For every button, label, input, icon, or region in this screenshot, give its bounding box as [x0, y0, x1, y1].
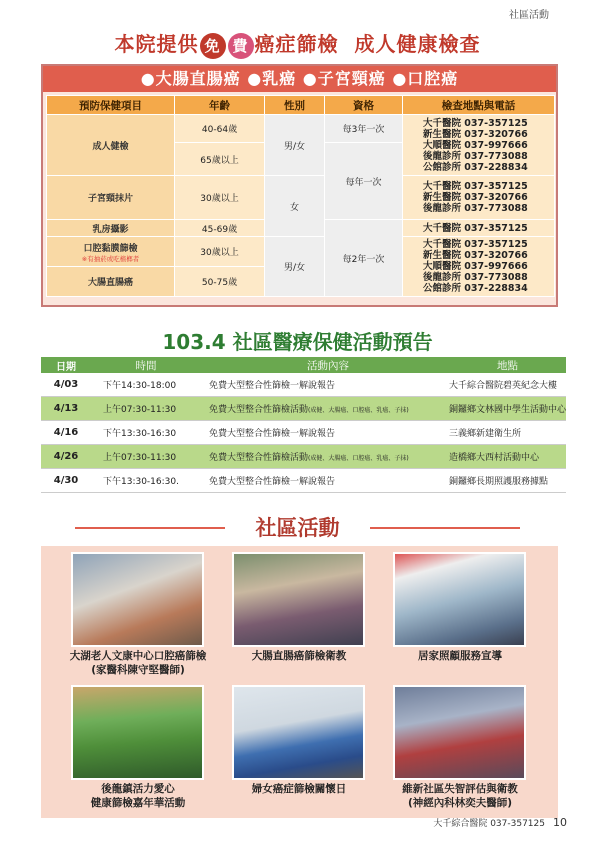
screening-banner: ●大腸直腸癌 ●乳癌 ●子宮頸癌 ●口腔癌 [43, 66, 556, 92]
sched-content: 免費大型整合性篩檢活動(成健、大腸癌、口腔癌、乳癌、子抹) [209, 453, 409, 463]
sched-date: 4/16 [53, 427, 79, 438]
caption-home-care: 居家照顧服務宣導 [418, 650, 502, 662]
item-adult: 成人健檢 [47, 115, 175, 176]
free-badge-1: 免 [200, 33, 226, 59]
footer-hospital: 大千綜合醫院 037-357125 [433, 819, 545, 829]
schedule-header [41, 357, 566, 373]
table-row [41, 373, 566, 397]
schedule-title: 103.4 社區醫療保健活動預告 [162, 330, 433, 354]
caption-colon-education: 大腸直腸癌篩檢衛教 [251, 650, 347, 662]
sched-place: 大千綜合醫院碧英紀念大樓 [449, 381, 558, 391]
oral-note: ※有抽菸或吃檳榔者 [81, 254, 140, 263]
sched-time: 下午14:30-18:00 [103, 381, 177, 391]
sched-header-date: 日期 [56, 361, 76, 373]
location-cell: 大千醫院 037-357125 新生醫院 037-320766 大順醫院 037-997666 後龍診所 037-773088 公館診所 037-228834 [403, 237, 555, 297]
sched-time: 下午13:30-16:30 [103, 429, 177, 439]
sex-cell: 女 [265, 176, 325, 237]
col-header-age: 年齡 [175, 96, 265, 115]
age-cell: 65歲以上 [175, 143, 265, 176]
sched-content: 免費大型整合性篩檢一解說報告 [209, 477, 336, 487]
age-cell: 30歲以上 [175, 176, 265, 220]
age-cell: 40-64歲 [175, 115, 265, 143]
photo-home-care [393, 552, 526, 647]
sched-header-content: 活動內容 [307, 359, 349, 372]
caption-houlong-carnival: 後龍鎮活力愛心 健康篩檢嘉年華活動 [90, 783, 186, 809]
caption-women-screening: 婦女癌症篩檢關懷日 [251, 783, 347, 795]
age-cell: 30歲以上 [175, 237, 265, 267]
photo-colon-education [232, 552, 365, 647]
free-badge-2: 費 [228, 33, 254, 59]
screening-panel [41, 64, 558, 307]
section-label: 社區活動 [509, 10, 549, 21]
sched-place: 銅鑼鄉長期照護服務據點 [449, 477, 549, 487]
page-title: 本院提供 免 費 癌症篩檢 成人健康檢查 [0, 28, 595, 59]
screening-table [46, 95, 555, 297]
col-header-location: 檢查地點與電話 [403, 96, 555, 115]
location-cell: 大千醫院 037-357125 新生醫院 037-320766 大順醫院 037-997666 後龍診所 037-773088 公館診所 037-228834 [403, 115, 555, 176]
table-row [41, 469, 566, 493]
sex-cell: 男/女 [265, 115, 325, 176]
sched-date: 4/13 [53, 403, 79, 414]
table-row [41, 397, 566, 421]
item-breast: 乳房攝影 [47, 220, 175, 237]
activities-panel [41, 546, 558, 818]
caption-oral-screening: 大湖老人文康中心口腔癌篩檢 (家醫科陳守堅醫師) [69, 650, 207, 676]
location-cell: 大千醫院 037-357125 新生醫院 037-320766 後龍診所 037-773088 [403, 176, 555, 220]
sched-header-time: 時間 [135, 359, 157, 372]
sched-date: 4/30 [53, 475, 79, 486]
sched-time: 上午07:30-11:30 [103, 405, 177, 415]
item-cervical: 子宮頸抹片 [47, 176, 175, 220]
sex-cell: 男/女 [265, 237, 325, 297]
col-header-qual: 資格 [325, 96, 403, 115]
caption-dementia-education: 維新社區失智評估與衛教 (神經內科林奕夫醫師) [402, 783, 518, 809]
activities-title: 社區活動 [255, 516, 340, 540]
qual-cell: 每2年一次 [325, 220, 403, 297]
sched-place: 三義鄉新建衛生所 [449, 429, 522, 439]
page-number: 10 [553, 816, 567, 829]
age-cell: 50-75歲 [175, 267, 265, 297]
location-cell: 大千醫院 037-357125 [403, 220, 555, 237]
sched-content: 免費大型整合性篩檢一解說報告 [209, 381, 336, 391]
photo-women-screening [232, 685, 365, 780]
qual-cell: 每3年一次 [325, 115, 403, 143]
col-header-item: 預防保健項目 [47, 96, 175, 115]
col-header-sex: 性別 [265, 96, 325, 115]
sched-content: 免費大型整合性篩檢活動(成健、大腸癌、口腔癌、乳癌、子抹) [209, 405, 409, 415]
sched-place: 銅鑼鄉文林國中學生活動中心 [449, 405, 566, 415]
photo-houlong-carnival [71, 685, 204, 780]
sched-place: 造橋鄉大西村活動中心 [449, 453, 540, 463]
sched-date: 4/26 [53, 451, 79, 462]
table-row [41, 421, 566, 445]
qual-cell: 每年一次 [325, 143, 403, 220]
sched-time: 下午13:30-16:30. [103, 477, 179, 487]
item-oral: 口腔黏膜篩檢 ※有抽菸或吃檳榔者 [47, 237, 175, 267]
sched-date: 4/03 [53, 379, 79, 390]
sched-content: 免費大型整合性篩檢一解說報告 [209, 429, 336, 439]
photo-dementia-education [393, 685, 526, 780]
schedule-table [41, 357, 566, 493]
page-footer [433, 816, 567, 829]
item-colon: 大腸直腸癌 [47, 267, 175, 297]
sched-time: 上午07:30-11:30 [103, 453, 177, 463]
age-cell: 45-69歲 [175, 220, 265, 237]
table-row [41, 445, 566, 469]
photo-oral-screening [71, 552, 204, 647]
sched-header-place: 地點 [497, 359, 518, 372]
